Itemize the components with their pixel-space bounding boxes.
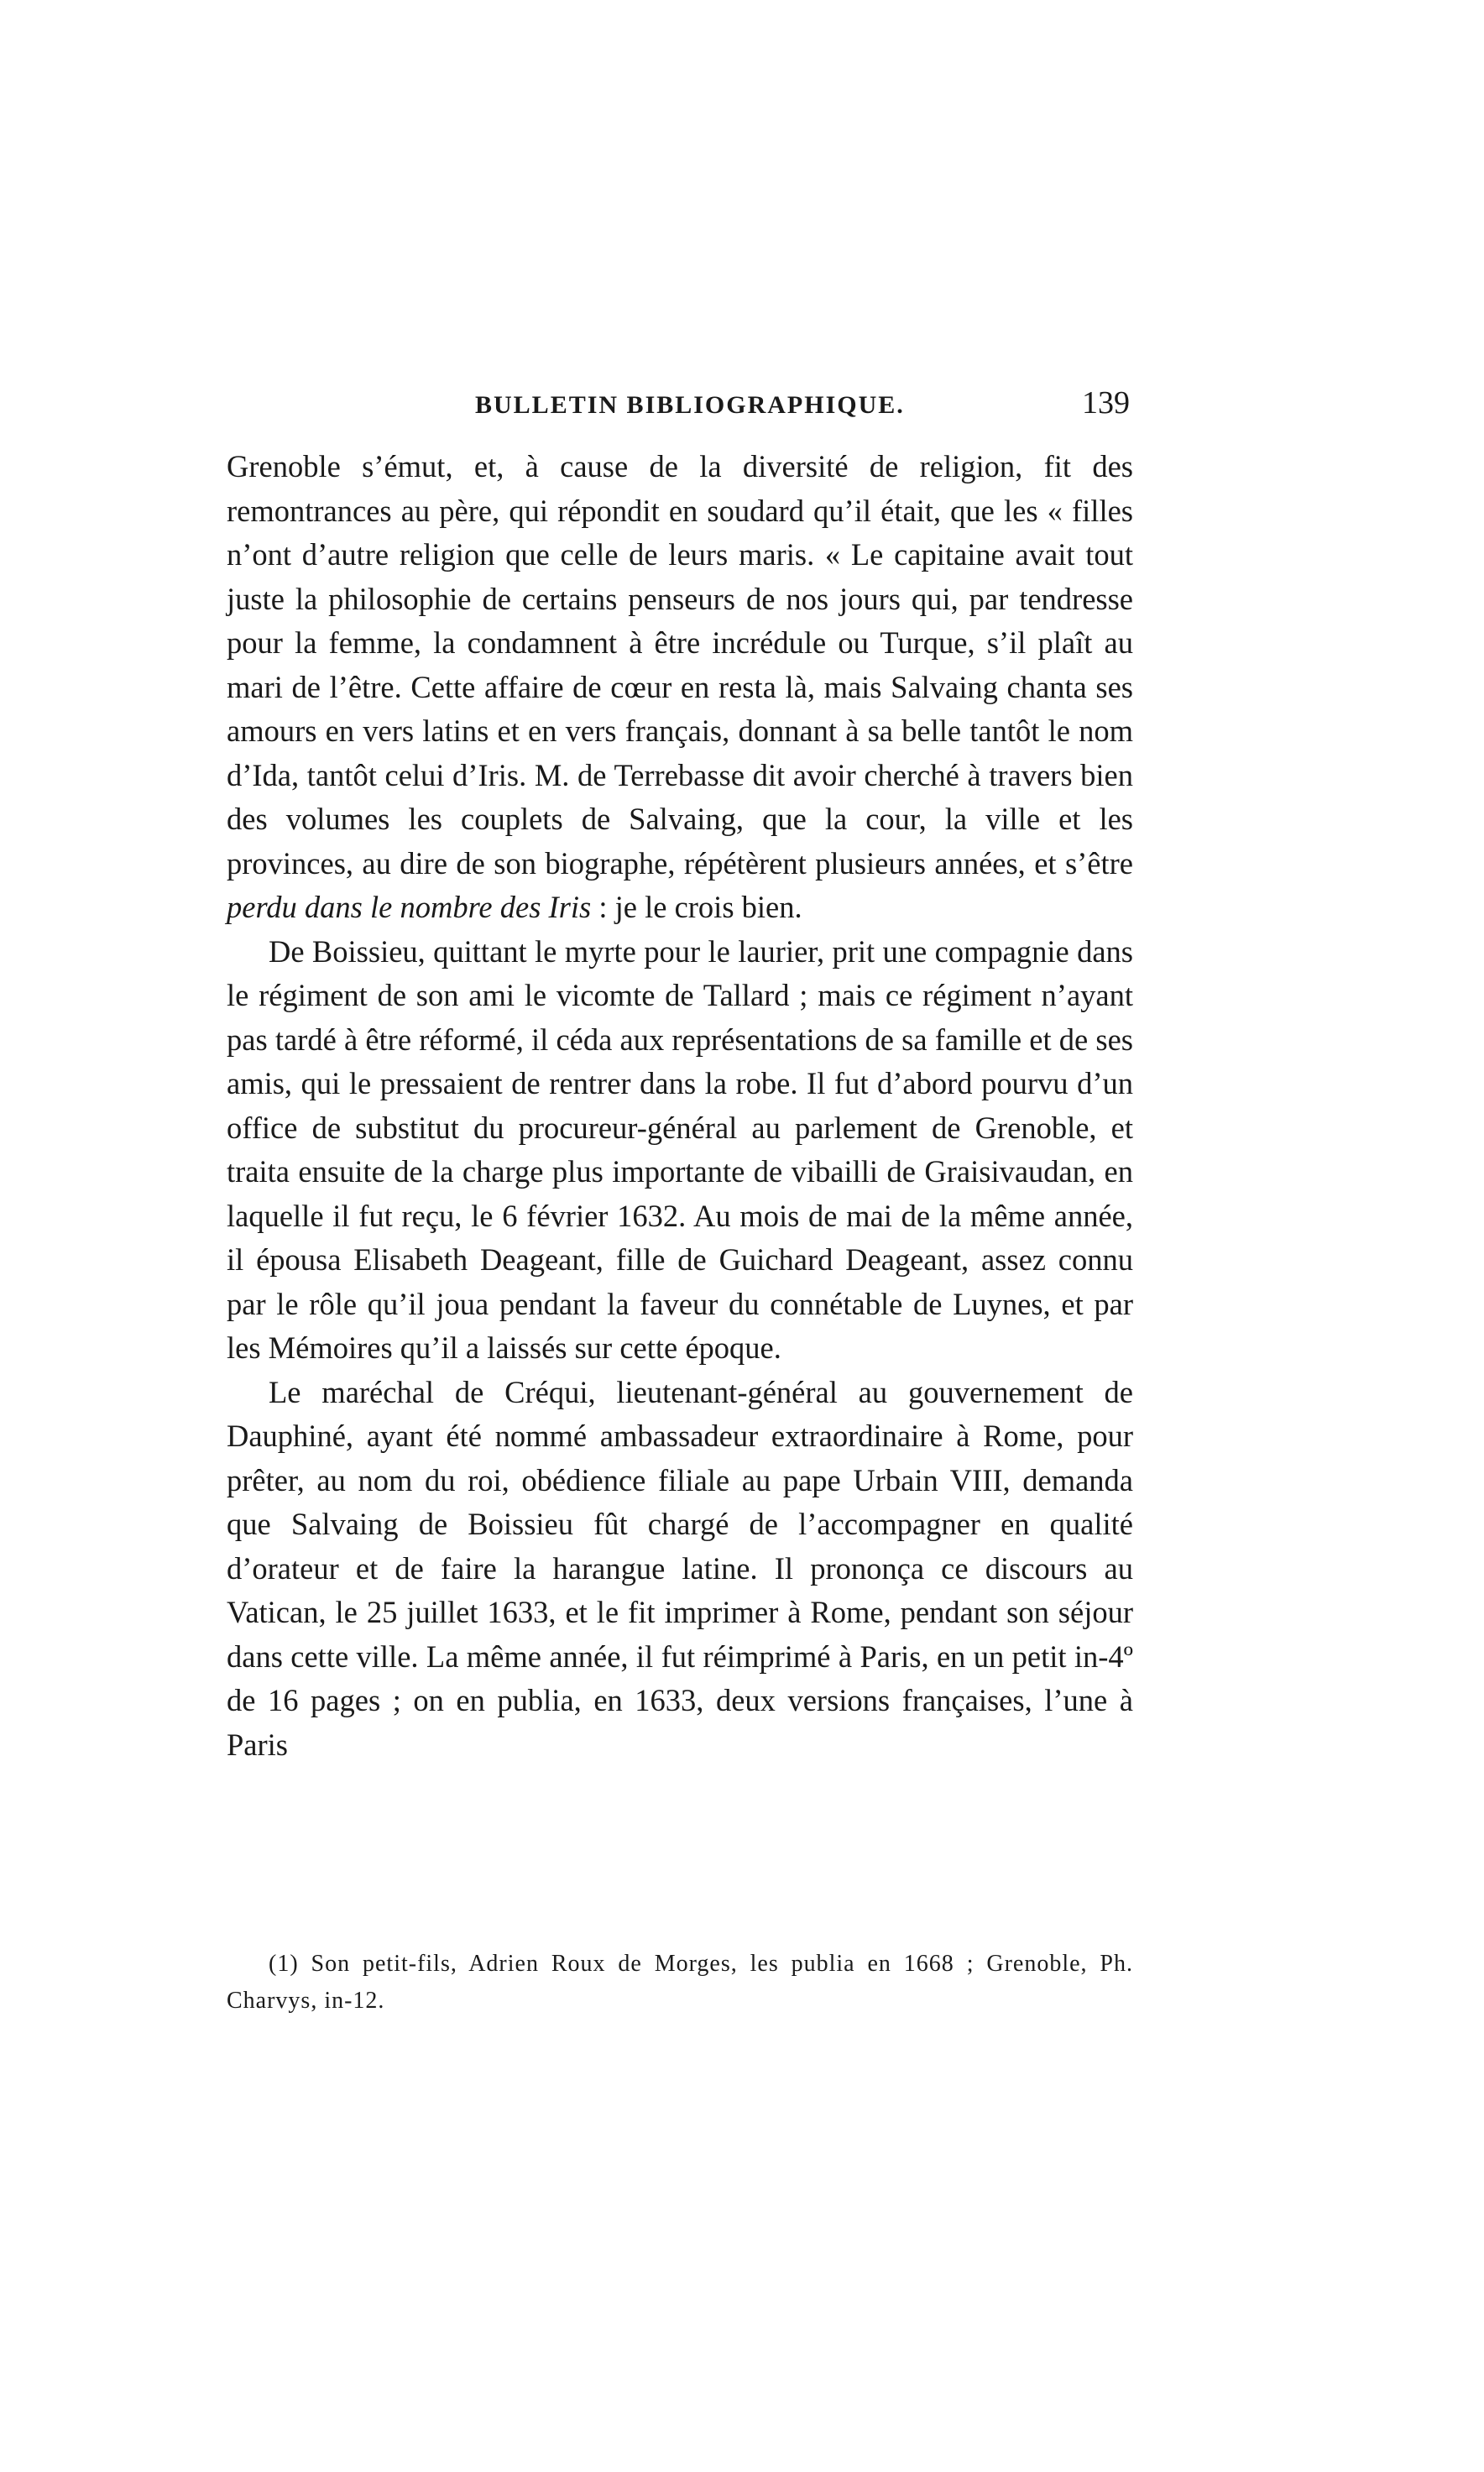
paragraph-1-text: Grenoble s’émut, et, à cause de la diversité de religion, fit des remontrances au père, qui répondit en soudard qu’il était, que les « filles n’ont d’autre religion que celle de leurs maris. « Le capitaine avait tout juste la philosophie de certains penseurs de nos jours qui, par tendresse pour la femme, la condamnent à être incrédule ou Turque, s’il plaît au mari de l’être. Cette affaire de cœur en resta là, mais Salvaing chanta ses amours en vers latins et en vers français, donnant à sa belle tantôt le nom d’Ida, tantôt celui d’Iris. M. de Terrebasse dit avoir cherché à travers bien des volumes les couplets de Salvaing, que la cour, la ville et les provinces, au dire de son biographe, répétèrent plusieurs années, et s’être (227, 449, 1133, 881)
footnote (227, 1946, 1133, 2020)
body-text (227, 445, 1133, 1767)
paragraph-3: Le maréchal de Créqui, lieutenant-général au gouvernement de Dauphiné, ayant été nommé ambassadeur extraordinaire à Rome, pour prêter, au nom du roi, obédience filiale au pape Urbain VIII, demanda que Salvaing de Boissieu fût chargé de l’accompagner en qualité d’orateur et de faire la harangue latine. Il prononça ce discours au Vatican, le 25 juillet 1633, et le fit imprimer à Rome, pendant son séjour dans cette ville. La même année, il fut réimprimé à Paris, en un petit in-4º de 16 pages ; on en publia, en 1633, deux versions françaises, l’une à Paris (227, 1374, 1133, 1762)
footnote-text: (1) Son petit-fils, Adrien Roux de Morges, les publia en 1668 ; Grenoble, Ph. Charvys, in-12. (227, 1951, 1133, 2014)
page-header (227, 384, 1133, 435)
paragraph-2: De Boissieu, quittant le myrte pour le laurier, prit une compagnie dans le régiment de son ami le vicomte de Tallard ; mais ce régiment n’ayant pas tardé à être réformé, il céda aux représentations de sa famille et de ses amis, qui le pressaient de rentrer dans la robe. Il fut d’abord pourvu d’un office de substitut du procureur-général au parlement de Grenoble, et traita ensuite de la charge plus importante de vibailli de Graisivaudan, en laquelle il fut reçu, le 6 février 1632. Au mois de mai de la même année, il épousa Elisabeth Deageant, fille de Guichard Deageant, assez connu par le rôle qu’il joua pendant la faveur du connétable de Luynes, et par les Mémoires qu’il a laissés sur cette époque. (227, 933, 1133, 1365)
paragraph-1 (227, 445, 1133, 930)
running-head: BULLETIN BIBLIOGRAPHIQUE. (475, 391, 905, 419)
paragraph-1-italic: perdu dans le nombre des Iris (227, 890, 592, 924)
page-number: 139 (1082, 385, 1130, 421)
paragraph-1-end: : je le crois bien. (591, 890, 802, 924)
